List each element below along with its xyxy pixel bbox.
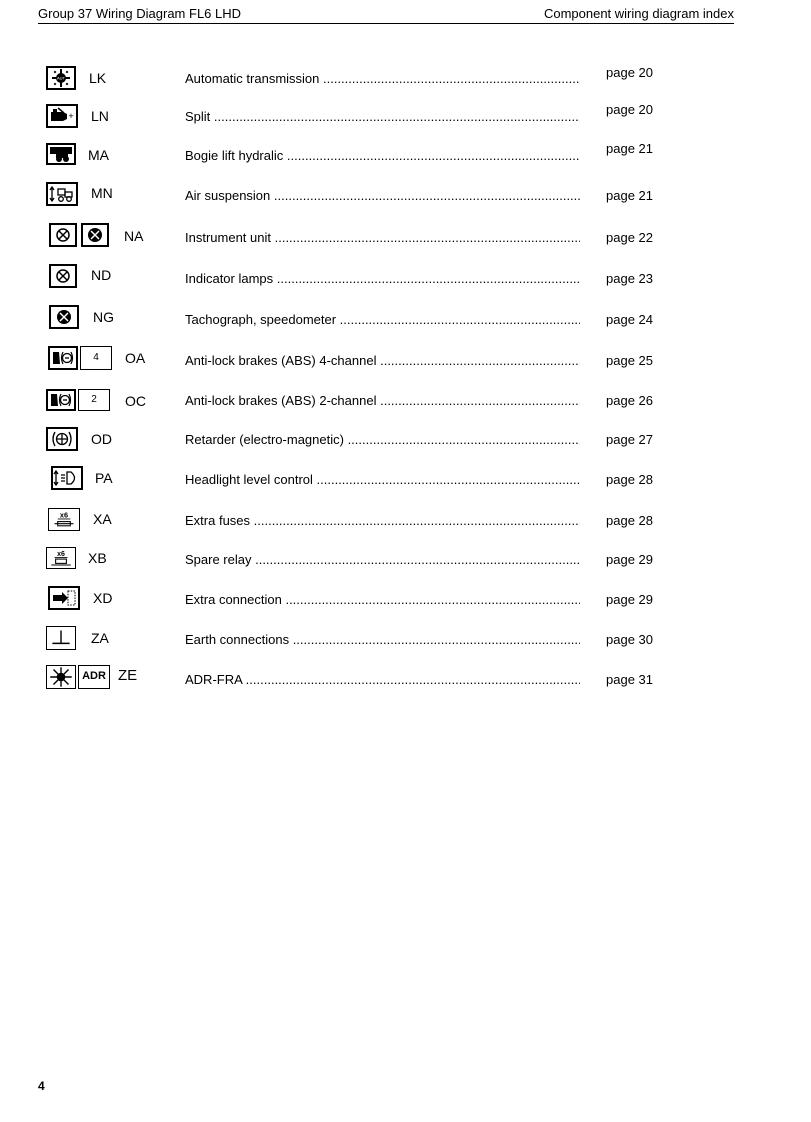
- index-row-oc: [0, 384, 811, 416]
- adr-badge: [78, 665, 110, 689]
- row-description: Air suspension .....: [185, 188, 580, 203]
- row-description: Earth connections .....: [185, 632, 580, 647]
- row-description: Anti-lock brakes (ABS) 2-channel .....: [185, 393, 580, 408]
- index-row-za: [0, 623, 811, 655]
- row-page: page 26: [606, 393, 653, 408]
- badge-label: x6: [59, 510, 69, 520]
- row-page: page 20: [606, 65, 653, 80]
- index-row-ma: [0, 140, 811, 172]
- row-description: Extra connection .....: [185, 592, 580, 607]
- row-description: Indicator lamps .....: [185, 271, 580, 286]
- row-code: XA: [93, 511, 112, 527]
- svg-text:AUT: AUT: [57, 75, 65, 81]
- row-code: NG: [93, 309, 114, 325]
- row-code: NA: [124, 228, 144, 244]
- row-page: page 29: [606, 552, 653, 567]
- relay-icon: [46, 547, 76, 569]
- row-description: Tachograph, speedometer .....: [185, 312, 580, 327]
- row-description: Anti-lock brakes (ABS) 4-channel .....: [185, 353, 580, 368]
- row-code: MA: [88, 147, 109, 163]
- indicator-lamp-icon: [49, 223, 77, 247]
- index-row-od: [0, 424, 811, 456]
- row-description: Automatic transmission .....: [185, 71, 580, 86]
- row-code: LK: [89, 70, 107, 86]
- extra-connection-icon: [48, 586, 80, 610]
- row-page: page 31: [606, 672, 653, 687]
- explosion-icon: [46, 665, 76, 689]
- row-description: Headlight level control .....: [185, 472, 580, 487]
- page-number: 4: [38, 1079, 45, 1093]
- index-row-nd: [0, 261, 811, 293]
- row-page: page 21: [606, 141, 653, 156]
- row-description: Instrument unit .....: [185, 230, 580, 245]
- row-page: page 23: [606, 271, 653, 286]
- headlight-level-icon: [51, 466, 83, 490]
- tachograph-icon: [49, 305, 79, 329]
- retarder-icon: [46, 427, 78, 451]
- badge-label: x6: [57, 550, 65, 558]
- row-code: ZE: [118, 667, 138, 684]
- earth-icon: [46, 626, 76, 650]
- tachograph-icon: [81, 223, 109, 247]
- row-description: Retarder (electro-magnetic) .....: [185, 432, 580, 447]
- header-right-title: Component wiring diagram index: [543, 6, 734, 21]
- row-description: Split .....: [185, 109, 580, 124]
- row-description: ADR-FRA .....: [185, 672, 580, 687]
- row-page: page 22: [606, 230, 653, 245]
- abs-icon: [48, 346, 78, 370]
- row-code: XB: [88, 550, 107, 566]
- index-row-ln: [0, 101, 811, 133]
- row-page: page 20: [606, 102, 653, 117]
- badge-label: 2: [91, 394, 97, 405]
- index-row-pa: [0, 463, 811, 495]
- bogie-lift-icon: [46, 143, 76, 165]
- row-code: OC: [125, 393, 146, 409]
- row-code: ZA: [91, 630, 109, 646]
- automatic-transmission-icon: [46, 66, 76, 90]
- indicator-lamp-icon: [49, 264, 77, 288]
- index-row-lk: [0, 63, 811, 95]
- row-code: OA: [125, 350, 146, 366]
- row-description: Extra fuses .....: [185, 513, 580, 528]
- row-description: Bogie lift hydralic .....: [185, 148, 580, 163]
- row-page: page 21: [606, 188, 653, 203]
- row-page: page 29: [606, 592, 653, 607]
- row-description: Spare relay .....: [185, 552, 580, 567]
- row-page: page 28: [606, 513, 653, 528]
- index-row-xb: [0, 543, 811, 575]
- split-icon: [46, 104, 78, 128]
- row-page: page 28: [606, 472, 653, 487]
- index-row-xd: [0, 583, 811, 615]
- index-row-na: [0, 220, 811, 252]
- header-rule: [38, 23, 734, 24]
- row-code: PA: [95, 470, 113, 486]
- abs-icon: [46, 389, 76, 411]
- row-code: OD: [91, 431, 112, 447]
- row-page: page 30: [606, 632, 653, 647]
- badge-label: ADR: [82, 670, 106, 682]
- row-page: page 25: [606, 353, 653, 368]
- svg-text:+: +: [68, 111, 74, 121]
- index-row-ze: [0, 662, 811, 694]
- air-suspension-icon: [46, 182, 78, 206]
- index-row-xa: [0, 504, 811, 536]
- badge-label: 4: [93, 352, 99, 363]
- row-code: XD: [93, 590, 113, 606]
- index-row-ng: [0, 302, 811, 334]
- fuse-icon: [48, 508, 80, 531]
- abs-channel-badge: [78, 389, 110, 411]
- abs-channel-badge: [80, 346, 112, 370]
- row-page: page 27: [606, 432, 653, 447]
- header-left-title: Group 37 Wiring Diagram FL6 LHD: [38, 6, 242, 21]
- row-code: LN: [91, 108, 109, 124]
- index-row-oa: [0, 343, 811, 375]
- row-code: MN: [91, 185, 113, 201]
- row-page: page 24: [606, 312, 653, 327]
- row-code: ND: [91, 267, 112, 283]
- index-row-mn: [0, 179, 811, 211]
